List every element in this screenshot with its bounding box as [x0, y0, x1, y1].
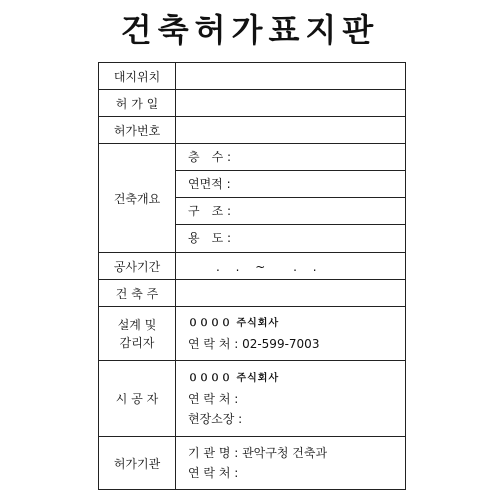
owner-value	[176, 280, 406, 307]
overview-label: 건축개요	[99, 144, 176, 253]
structure-item: 구 조 :	[176, 198, 405, 225]
contractor-company: ００００ 주식회사	[188, 372, 280, 384]
authority-value	[176, 437, 406, 490]
table-row	[99, 63, 406, 90]
sign-title: 건축허가표지판	[120, 11, 380, 49]
site-manager: 현장소장 :	[188, 411, 243, 426]
table-row	[99, 361, 406, 437]
permit-table	[98, 62, 406, 490]
permit-number-value	[176, 117, 406, 144]
authority-org: 기 관 명 : 관악구청 건축과	[188, 446, 328, 460]
designer-label-line2: 감리자	[119, 335, 155, 350]
table-row	[99, 307, 406, 361]
table-row	[99, 280, 406, 307]
designer-label-line1: 설계 및	[117, 317, 157, 332]
contractor-label: 시 공 자	[99, 361, 176, 437]
table-row	[99, 253, 406, 280]
period-label: 공사기간	[99, 253, 176, 280]
floors-item: 층 수 :	[176, 144, 405, 171]
authority-contact: 연 락 처 :	[188, 466, 239, 480]
table-row	[99, 117, 406, 144]
permit-number-label: 허가번호	[99, 117, 176, 144]
contractor-contact: 연 락 처 :	[188, 391, 239, 406]
table-row	[99, 90, 406, 117]
designer-value	[176, 307, 406, 361]
period-value: . . ~ . .	[176, 253, 406, 280]
table-row	[99, 144, 406, 253]
designer-company: ００００ 주식회사	[188, 317, 280, 329]
table-row	[99, 437, 406, 490]
owner-label: 건 축 주	[99, 280, 176, 307]
site-label: 대지위치	[99, 63, 176, 90]
floor-area-item: 연면적 :	[176, 171, 405, 198]
authority-label: 허가기관	[99, 437, 176, 490]
designer-label	[99, 307, 176, 361]
overview-values	[176, 144, 406, 253]
permit-date-label: 허 가 일	[99, 90, 176, 117]
site-value	[176, 63, 406, 90]
designer-contact: 연 락 처 : 02-599-7003	[188, 336, 320, 351]
contractor-value	[176, 361, 406, 437]
permit-date-value	[176, 90, 406, 117]
usage-item: 용 도 :	[188, 231, 232, 245]
